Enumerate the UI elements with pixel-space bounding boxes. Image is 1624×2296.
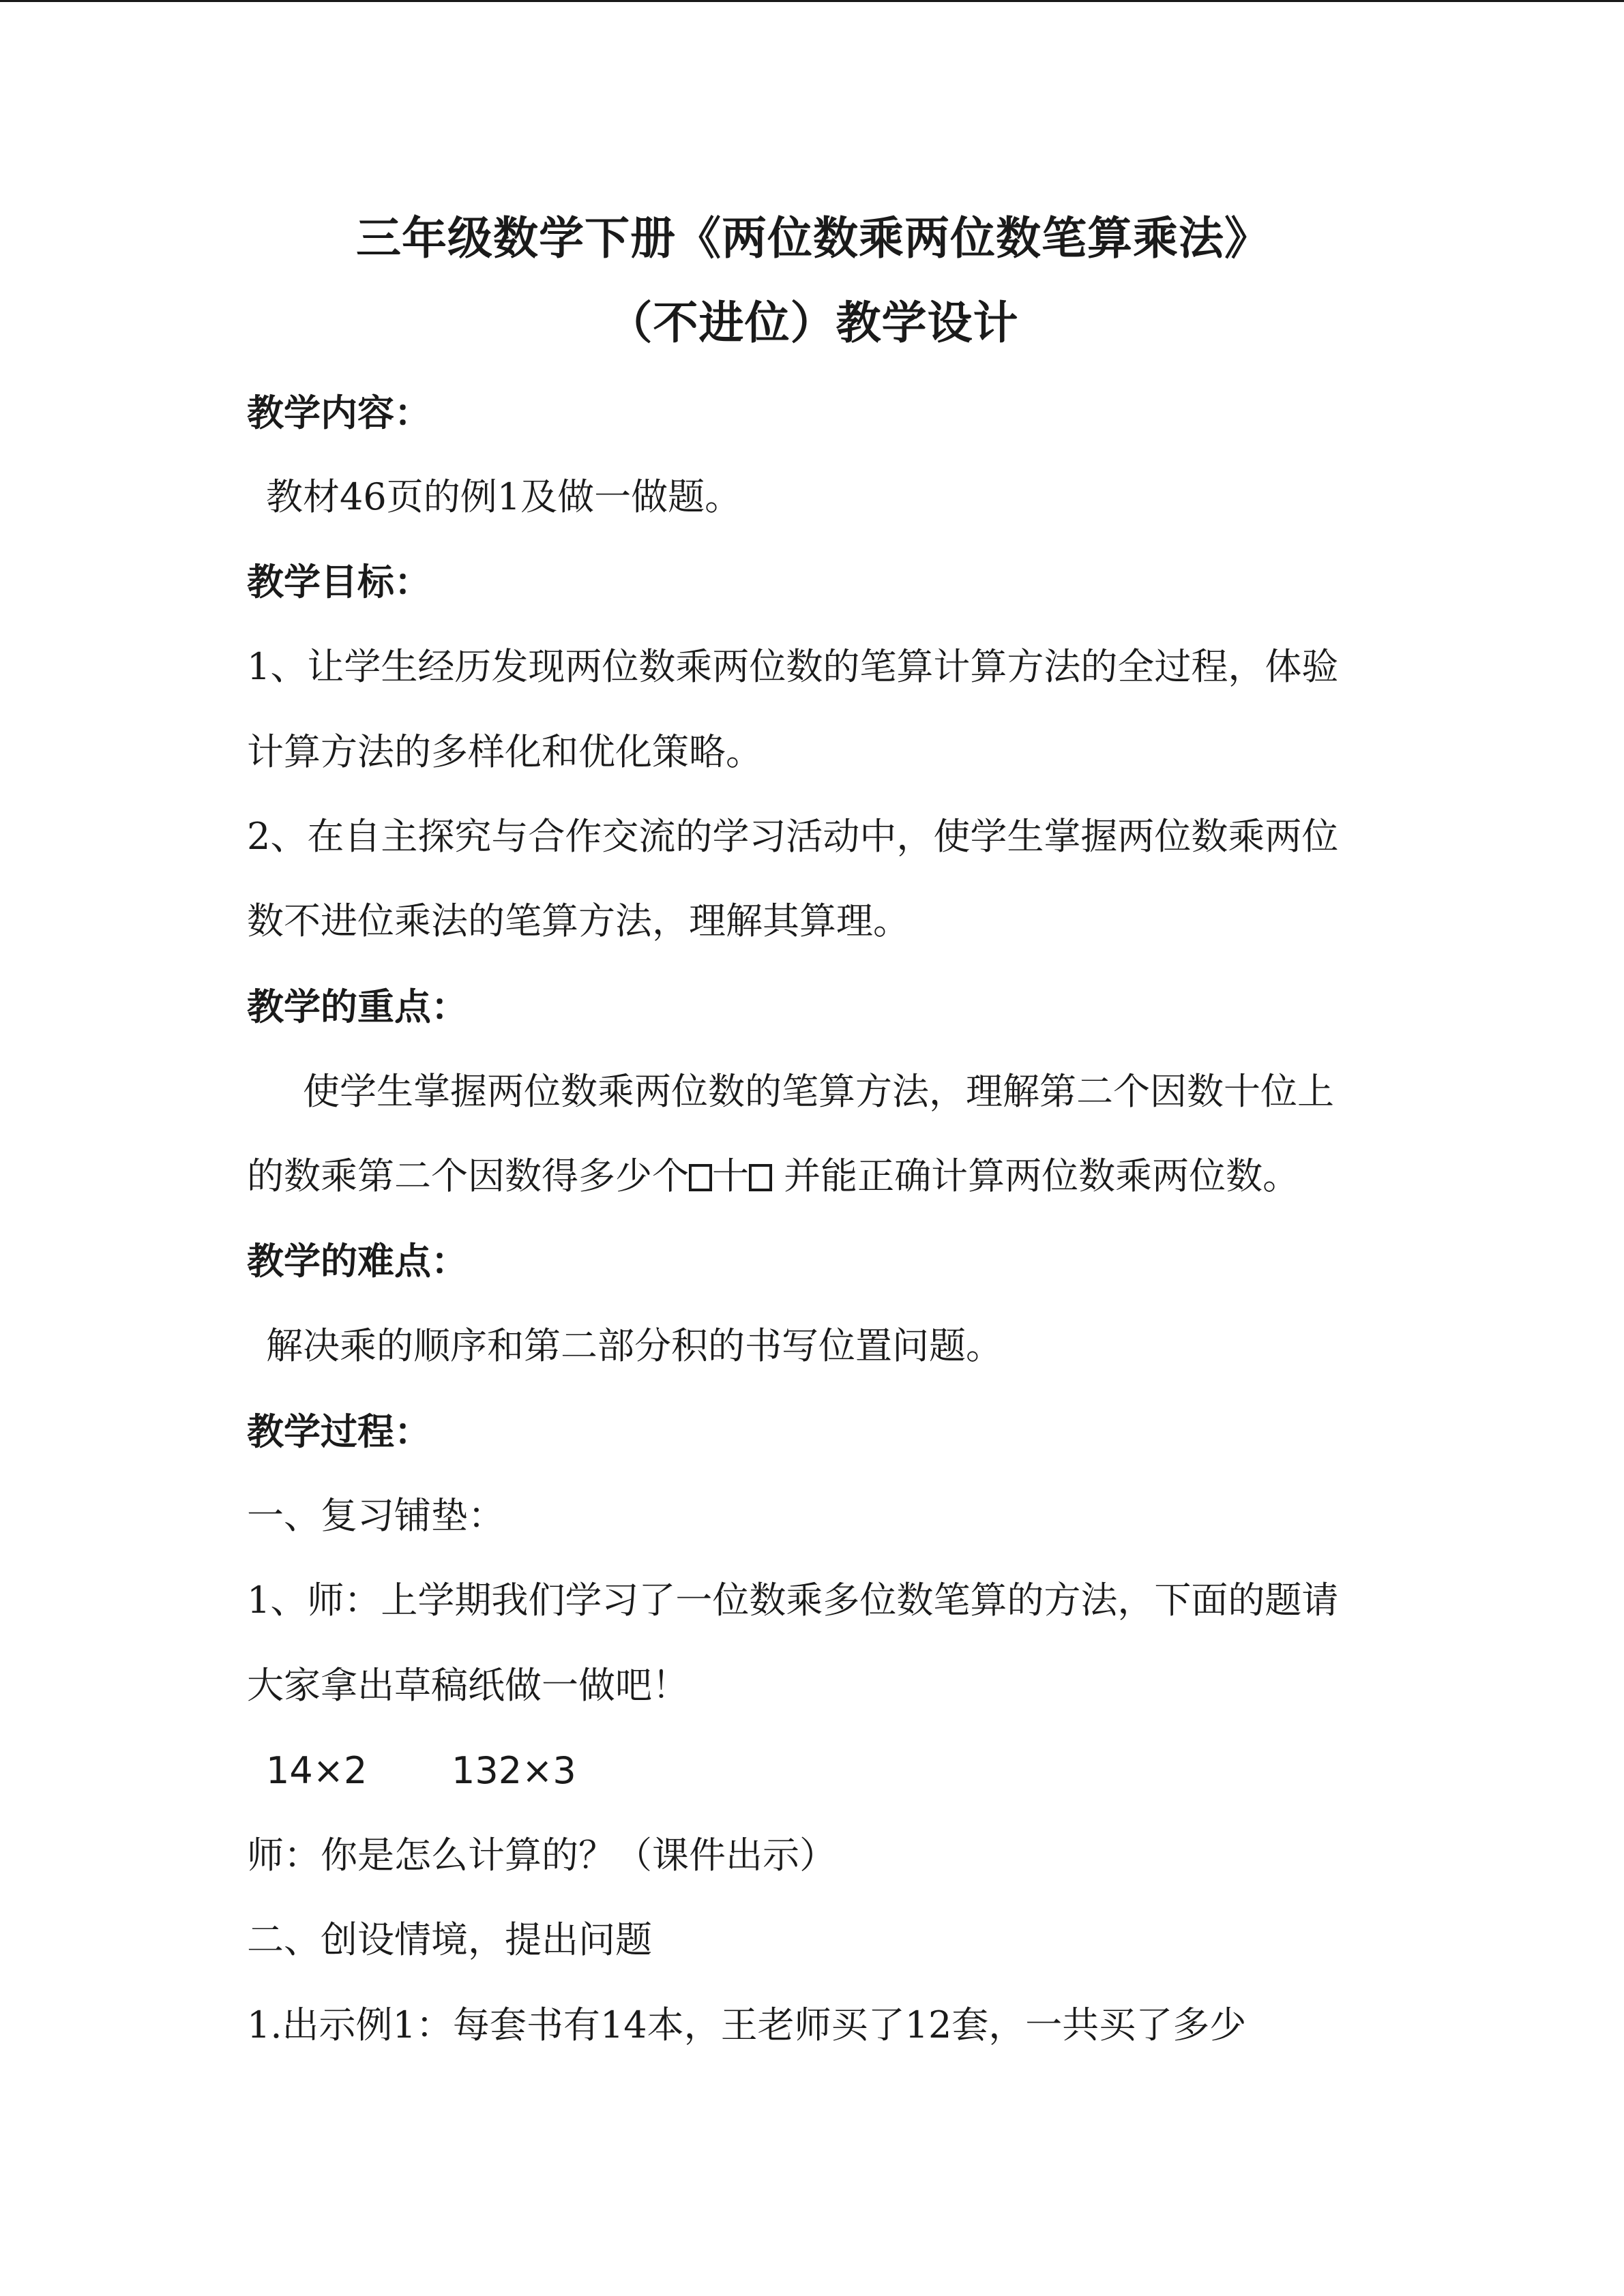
heading-difficulty: 教学的难点： [247,1239,468,1283]
heading-teaching-goals: 教学目标： [247,560,431,603]
teacher-question: 师：你是怎么计算的？（课件出示） [247,1834,836,1877]
key-points-line-2-part-c: 并能正确计算两位数乘两位数。 [784,1154,1300,1197]
example-1-line: 1.出示例1：每套书有14本，王老师买了12套，一共买了多少 [247,2003,1247,2046]
missing-glyph-box-icon [749,1164,772,1191]
calc-expression-1: 14×2 [266,1749,368,1792]
key-points-line-2-part-b: 十 [712,1154,749,1197]
document-page [247,0,1379,2296]
step-1-title: 一、复习铺垫： [247,1494,505,1537]
heading-key-points: 教学的重点： [247,985,468,1028]
goal-2-line-1: 2、在自主探究与合作交流的学习活动中，使学生掌握两位数乘两位 [247,815,1339,858]
goal-1-line-2: 计算方法的多样化和优化策略。 [247,730,763,773]
difficulty-text: 解决乘的顺序和第二部分积的书写位置问题。 [266,1324,1003,1367]
heading-teaching-content: 教学内容： [247,391,431,434]
key-points-line-2-part-a: 的数乘第二个因数得多少个 [247,1154,689,1197]
goal-1-line-1: 1、让学生经历发现两位数乘两位数的笔算计算方法的全过程，体验 [247,645,1339,688]
teaching-content-text: 教材46页的例1及做一做题。 [266,475,742,518]
step-1-item-1-line-2: 大家拿出草稿纸做一做吧！ [247,1664,689,1707]
document-title-line-2: （不进位）教学设计 [607,296,1019,349]
missing-glyph-box-icon [689,1164,712,1191]
key-points-line-1: 使学生掌握两位数乘两位数的笔算方法，理解第二个因数十位上 [303,1070,1334,1113]
step-1-item-1-line-1: 1、师：上学期我们学习了一位数乘多位数笔算的方法，下面的题请 [247,1579,1339,1622]
key-points-line-2 [247,1154,1379,1197]
calc-expression-2: 132×3 [452,1749,576,1792]
step-2-title: 二、创设情境，提出问题 [247,1918,652,1961]
heading-teaching-process: 教学过程： [247,1410,431,1453]
document-title-line-1: 三年级数学下册《两位数乘两位数笔算乘法》 [356,211,1270,265]
goal-2-line-2: 数不进位乘法的笔算方法，理解其算理。 [247,899,910,942]
